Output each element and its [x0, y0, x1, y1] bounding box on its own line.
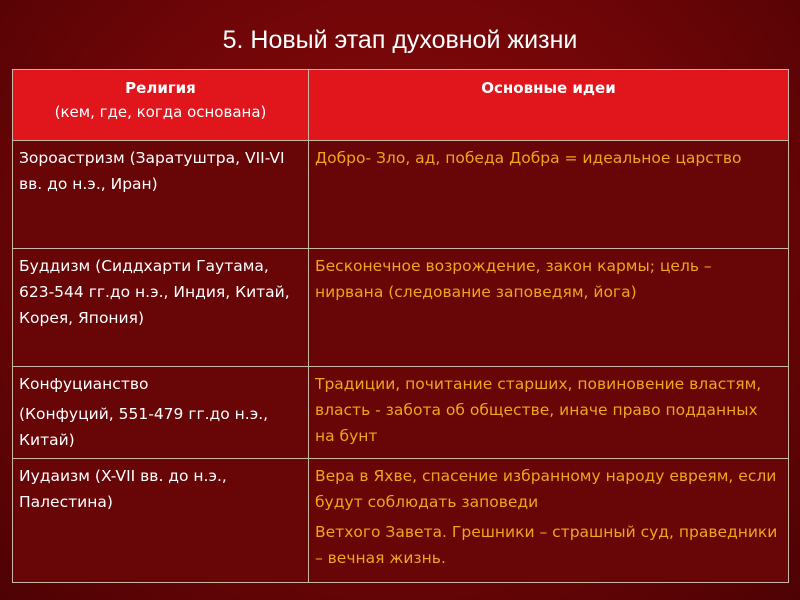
- header-ideas-title: Основные идеи: [481, 79, 616, 97]
- table-header-row: [13, 70, 789, 141]
- table-row: [13, 459, 789, 583]
- religion-cell: [13, 367, 309, 459]
- ideas-text: Бесконечное возрождение, закон кармы; цель – нирвана (следование заповедям, йога): [315, 257, 712, 301]
- ideas-cell: [309, 367, 789, 459]
- slide-title: 5. Новый этап духовной жизни: [222, 26, 578, 54]
- religions-table: [12, 69, 789, 583]
- religion-text: Иудаизм (X-VII вв. до н.э., Палестина): [19, 467, 227, 511]
- religion-cell: [13, 141, 309, 249]
- table-row: [13, 141, 789, 249]
- table-row: [13, 249, 789, 367]
- ideas-text: Добро- Зло, ад, победа Добра = идеальное царство: [315, 149, 742, 167]
- religion-cell: [13, 249, 309, 367]
- ideas-cell: [309, 249, 789, 367]
- religion-text: Зороастризм (Заратуштра, VII-VI вв. до н.э., Иран): [19, 149, 285, 193]
- ideas-cell: [309, 459, 789, 583]
- ideas-cell: [309, 141, 789, 249]
- header-ideas: [309, 70, 789, 141]
- ideas-text: Традиции, почитание старших, повиновение властям, власть - забота об обществе, иначе право подданных на бунт: [315, 375, 762, 445]
- ideas-text: Ветхого Завета. Грешники – страшный суд, праведники – вечная жизнь.: [315, 523, 778, 567]
- religion-text: Буддизм (Сиддхарти Гаутама, 623-544 гг.до н.э., Индия, Китай, Корея, Япония): [19, 257, 290, 327]
- header-religion: [13, 70, 309, 141]
- ideas-text: Вера в Яхве, спасение избранному народу евреям, если будут соблюдать заповеди: [315, 467, 777, 511]
- header-religion-title: Религия: [125, 79, 196, 97]
- religion-text: (Конфуций, 551-479 гг.до н.э., Китай): [19, 405, 269, 449]
- religion-text: Конфуцианство: [19, 375, 149, 393]
- table-row: [13, 367, 789, 459]
- religion-cell: [13, 459, 309, 583]
- header-religion-subtitle: (кем, где, когда основана): [54, 103, 267, 121]
